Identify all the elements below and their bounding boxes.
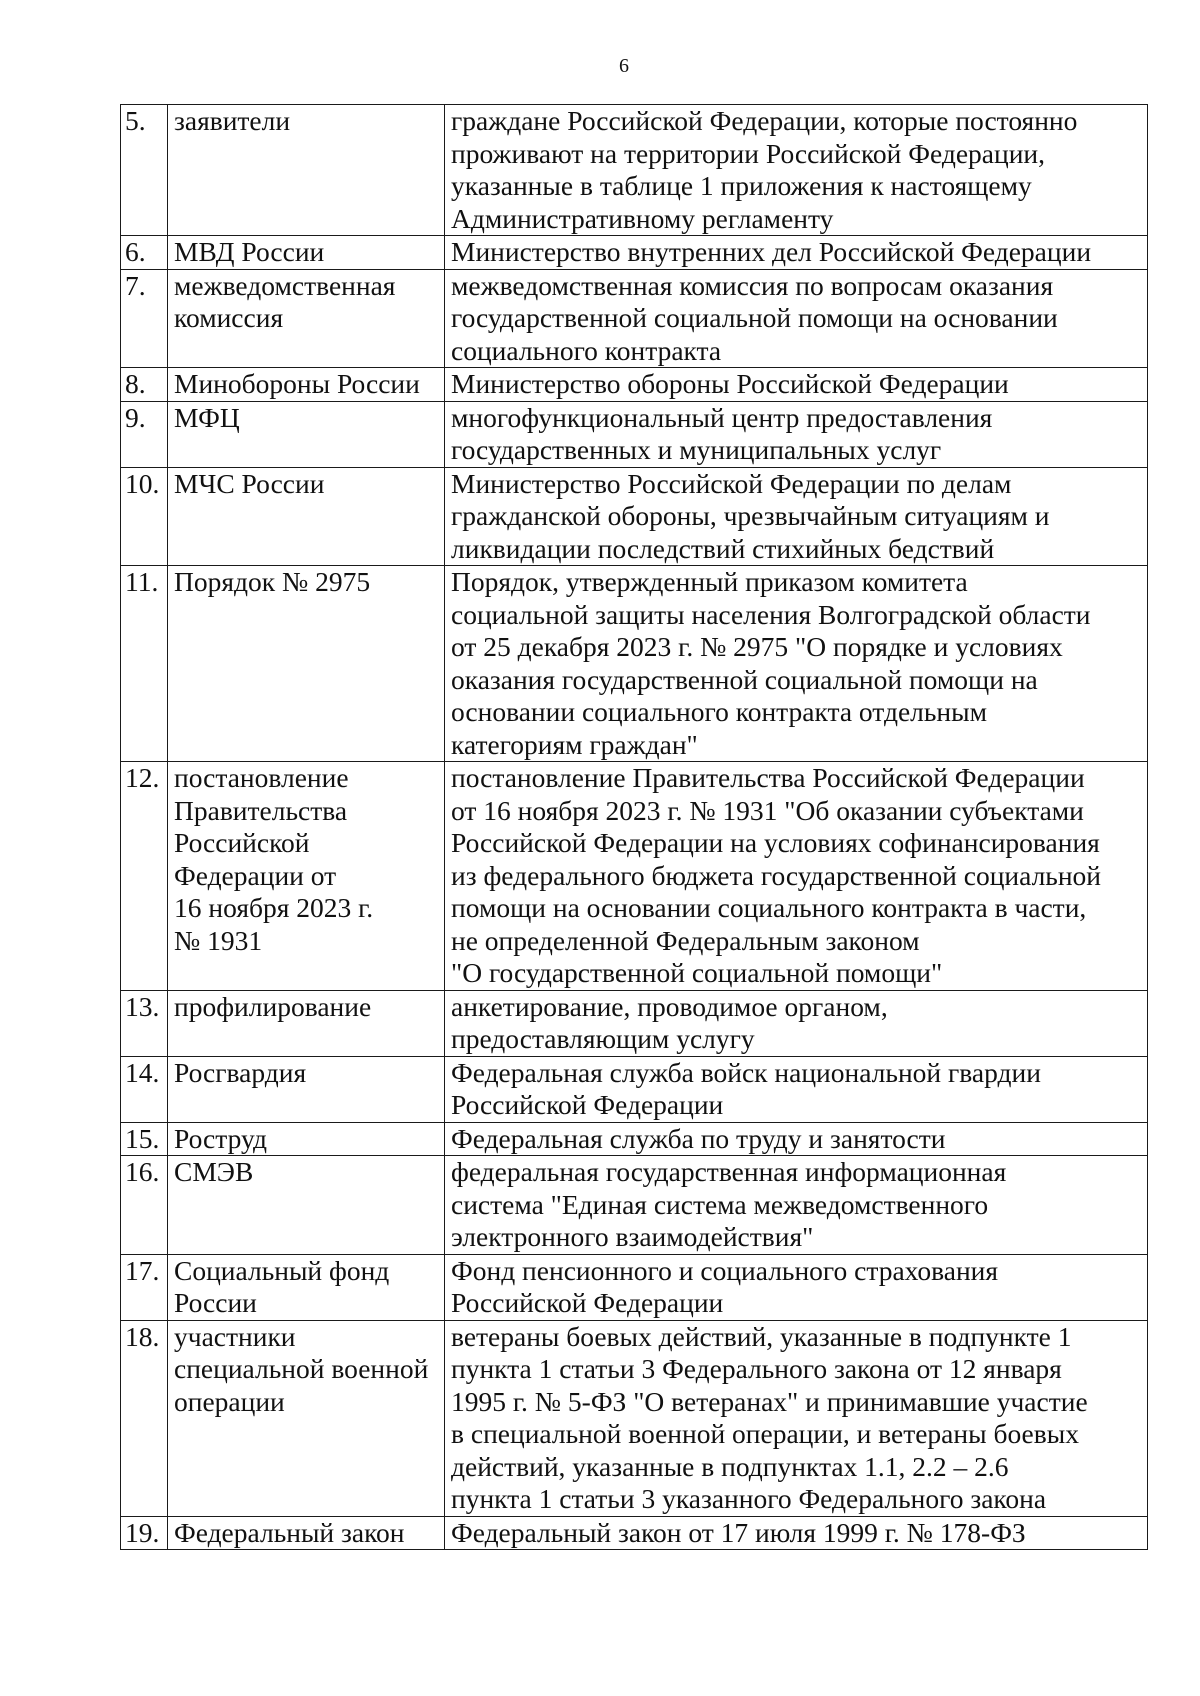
definition-line: "О государственной социальной помощи" <box>451 957 943 988</box>
table-row <box>121 1516 1148 1550</box>
term-line: Федерации от <box>174 859 337 891</box>
term-line: Правительства <box>174 794 348 826</box>
definition-line: межведомственная комиссия по вопросам оказания <box>451 269 1054 301</box>
term-line: специальной военной <box>174 1353 429 1384</box>
definition-line: анкетирование, проводимое органом, <box>451 990 888 1022</box>
term-cell <box>168 1254 445 1320</box>
definition-line: от 25 декабря 2023 г. № 2975 "О порядке и условиях <box>451 631 1063 662</box>
table-row <box>121 401 1148 467</box>
definition-line: Министерство обороны Российской Федерации <box>451 368 1009 399</box>
row-number: 16. <box>121 1156 168 1255</box>
definition-line: государственной социальной помощи на основании <box>451 302 1058 333</box>
row-number: 6. <box>121 236 168 270</box>
term-cell <box>168 368 445 402</box>
term-cell <box>168 467 445 566</box>
definition-line: категориям граждан" <box>451 728 698 760</box>
definition-line: в специальной военной операции, и ветераны боевых <box>451 1418 1079 1449</box>
definition-cell <box>445 1122 1148 1156</box>
term-cell <box>168 105 445 236</box>
definition-line: проживают на территории Российской Федерации, <box>451 137 1046 169</box>
term-line: межведомственная <box>174 269 396 301</box>
table-row <box>121 1320 1148 1516</box>
definition-line: система "Единая система межведомственного <box>451 1188 989 1220</box>
abbreviations-table-body <box>121 105 1148 1550</box>
row-number: 9. <box>121 401 168 467</box>
term-line: Роструд <box>174 1122 268 1154</box>
row-number: 12. <box>121 762 168 991</box>
row-number: 17. <box>121 1254 168 1320</box>
definition-line: постановление Правительства Российской Федерации <box>451 762 1085 793</box>
definition-line: основании социального контракта отдельным <box>451 696 988 727</box>
table-row <box>121 1254 1148 1320</box>
term-cell <box>168 401 445 467</box>
table-row <box>121 467 1148 566</box>
table-row <box>121 990 1148 1056</box>
definition-line: ликвидации последствий стихийных бедствий <box>451 532 995 564</box>
definition-cell <box>445 566 1148 762</box>
term-cell <box>168 236 445 270</box>
definition-line: многофункциональный центр предоставления <box>451 401 993 433</box>
row-number: 15. <box>121 1122 168 1156</box>
definition-line: оказания государственной социальной помощи на <box>451 663 1038 695</box>
definition-line: помощи на основании социального контракта в части, <box>451 892 1087 923</box>
term-line: заявители <box>174 105 291 136</box>
term-line: СМЭВ <box>174 1156 254 1187</box>
definition-line: государственных и муниципальных услуг <box>451 434 942 465</box>
term-line: постановление <box>174 762 349 793</box>
table-row <box>121 269 1148 368</box>
definition-line: пункта 1 статьи 3 Федерального закона от 12 января <box>451 1353 1062 1384</box>
term-line: Росгвардия <box>174 1056 307 1088</box>
definition-cell <box>445 1254 1148 1320</box>
definition-cell <box>445 1320 1148 1516</box>
row-number: 11. <box>121 566 168 762</box>
term-line: Российской <box>174 827 310 858</box>
term-line: Социальный фонд <box>174 1254 390 1286</box>
definition-line: Российской Федерации <box>451 1287 724 1318</box>
term-cell <box>168 1516 445 1550</box>
row-number: 5. <box>121 105 168 236</box>
definition-line: Административному регламенту <box>451 202 834 234</box>
table-row <box>121 105 1148 236</box>
term-cell <box>168 1056 445 1122</box>
term-cell <box>168 1320 445 1516</box>
row-number: 7. <box>121 269 168 368</box>
term-line: Порядок № 2975 <box>174 566 371 597</box>
table-row <box>121 1156 1148 1255</box>
definition-line: из федерального бюджета государственной социальной <box>451 859 1102 891</box>
definition-cell <box>445 990 1148 1056</box>
definition-line: Российской Федерации <box>451 1089 724 1120</box>
definition-line: Фонд пенсионного и социального страхования <box>451 1254 999 1286</box>
row-number: 13. <box>121 990 168 1056</box>
definition-cell <box>445 1156 1148 1255</box>
term-cell <box>168 269 445 368</box>
table-row <box>121 566 1148 762</box>
term-line: комиссия <box>174 302 284 333</box>
definition-line: от 16 ноября 2023 г. № 1931 "Об оказании субъектами <box>451 794 1084 826</box>
term-cell <box>168 1122 445 1156</box>
definition-line: Порядок, утвержденный приказом комитета <box>451 566 968 597</box>
term-line: 16 ноября 2023 г. <box>174 892 374 923</box>
definition-line: федеральная государственная информационная <box>451 1156 1007 1187</box>
table-row <box>121 762 1148 991</box>
definition-cell <box>445 105 1148 236</box>
definition-line: Федеральная служба по труду и занятости <box>451 1122 946 1154</box>
term-cell <box>168 990 445 1056</box>
term-line: МВД России <box>174 236 325 267</box>
abbreviations-table <box>120 104 1148 1550</box>
row-number: 14. <box>121 1056 168 1122</box>
term-line: профилирование <box>174 990 372 1022</box>
table-row <box>121 1122 1148 1156</box>
term-line: № 1931 <box>174 924 263 956</box>
definition-line: электронного взаимодействия" <box>451 1221 814 1252</box>
definition-cell <box>445 467 1148 566</box>
definition-line: предоставляющим услугу <box>451 1023 755 1054</box>
definition-cell <box>445 236 1148 270</box>
term-cell <box>168 1156 445 1255</box>
definition-cell <box>445 269 1148 368</box>
definition-line: 1995 г. № 5-ФЗ "О ветеранах" и принимавшие участие <box>451 1385 1088 1417</box>
definition-line: Министерство внутренних дел Российской Федерации <box>451 236 1092 267</box>
definition-line: Федеральный закон от 17 июля 1999 г. № 178-ФЗ <box>451 1516 1026 1548</box>
row-number: 18. <box>121 1320 168 1516</box>
definition-line: граждане Российской Федерации, которые постоянно <box>451 105 1078 136</box>
term-line: участники <box>174 1320 296 1352</box>
table-row <box>121 1056 1148 1122</box>
definition-line: указанные в таблице 1 приложения к настоящему <box>451 170 1032 201</box>
definition-line: социальной защиты населения Волгоградской области <box>451 598 1091 630</box>
term-line: Федеральный закон <box>174 1516 405 1548</box>
definition-line: Федеральная служба войск национальной гвардии <box>451 1056 1041 1088</box>
term-cell <box>168 566 445 762</box>
definition-line: Министерство Российской Федерации по делам <box>451 467 1012 499</box>
definition-cell <box>445 368 1148 402</box>
definition-cell <box>445 1516 1148 1550</box>
table-row <box>121 368 1148 402</box>
definition-line: социального контракта <box>451 334 722 366</box>
term-line: МФЦ <box>174 401 240 433</box>
definition-line: не определенной Федеральным законом <box>451 924 920 956</box>
row-number: 19. <box>121 1516 168 1550</box>
definition-line: пункта 1 статьи 3 указанного Федерального закона <box>451 1483 1047 1514</box>
term-line: Минобороны России <box>174 368 420 399</box>
row-number: 10. <box>121 467 168 566</box>
definition-line: гражданской обороны, чрезвычайным ситуациям и <box>451 500 1050 531</box>
definition-line: ветераны боевых действий, указанные в подпункте 1 <box>451 1320 1072 1352</box>
row-number: 8. <box>121 368 168 402</box>
definition-cell <box>445 1056 1148 1122</box>
definition-line: действий, указанные в подпунктах 1.1, 2.2 – 2.6 <box>451 1450 1009 1482</box>
term-cell <box>168 762 445 991</box>
table-row <box>121 236 1148 270</box>
definition-cell <box>445 762 1148 991</box>
term-line: МЧС России <box>174 467 325 499</box>
page-number: 6 <box>619 55 629 77</box>
term-line: операции <box>174 1385 285 1417</box>
definition-cell <box>445 401 1148 467</box>
term-line: России <box>174 1287 257 1318</box>
definition-line: Российской Федерации на условиях софинансирования <box>451 827 1100 858</box>
